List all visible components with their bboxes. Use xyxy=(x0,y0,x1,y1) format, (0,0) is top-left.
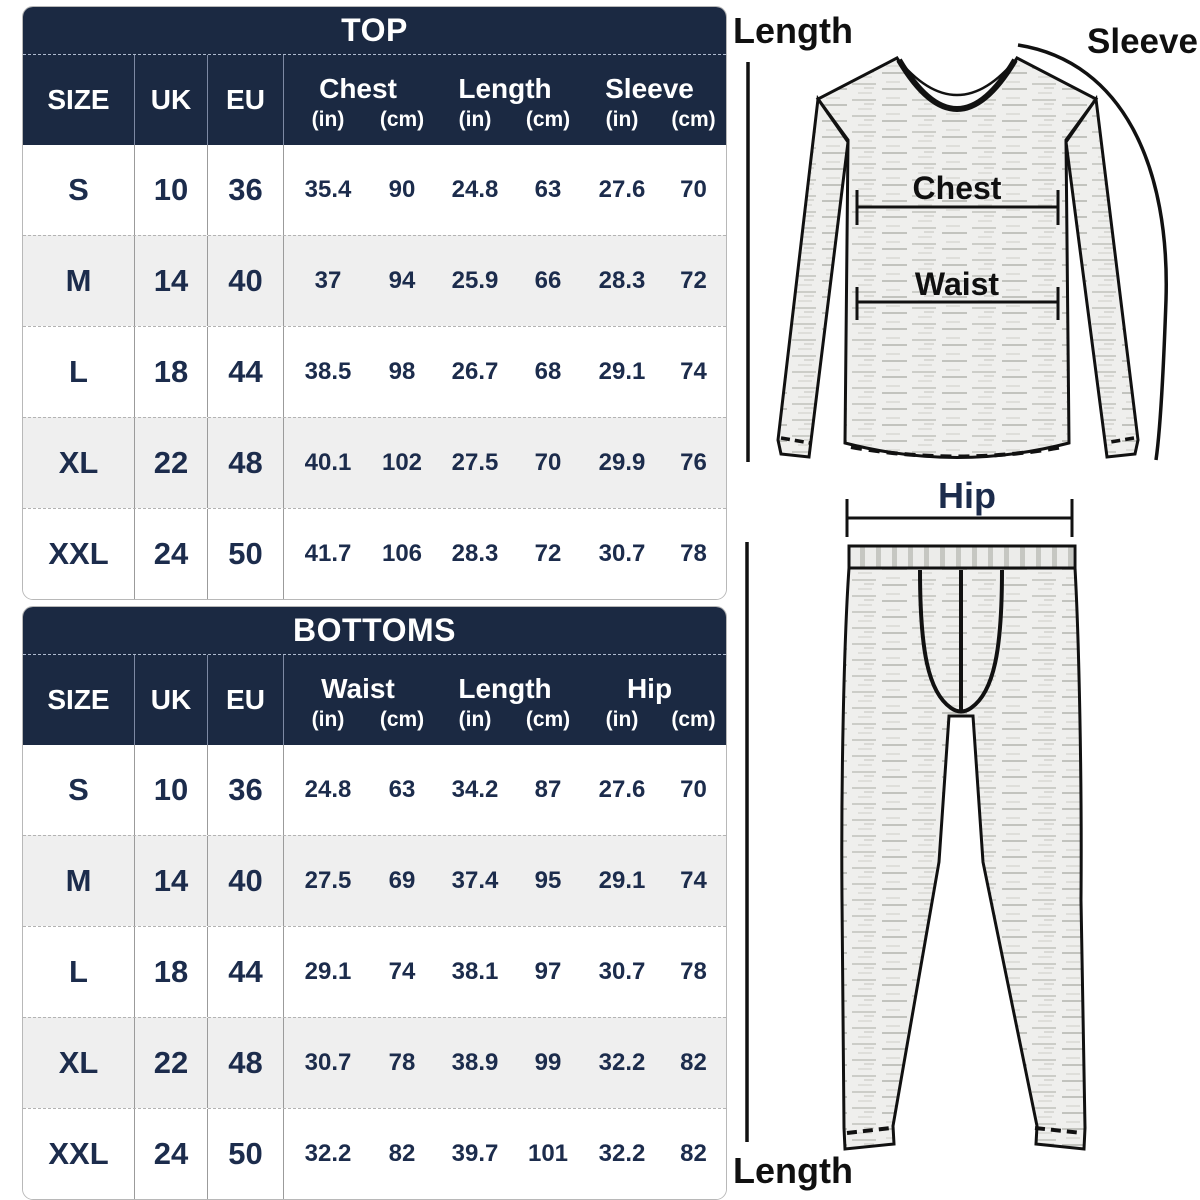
value-cell: 72 xyxy=(680,267,707,294)
size-cell: M xyxy=(23,236,135,326)
size-cell: XL xyxy=(23,1018,135,1108)
top-table-body xyxy=(23,145,726,599)
size-cell: XXL xyxy=(23,1109,135,1199)
value-cell: 76 xyxy=(680,449,707,476)
measurement-diagram xyxy=(730,0,1200,1200)
unit-in-label: (in) xyxy=(605,708,639,731)
table-row xyxy=(23,1017,726,1108)
eu-cell: 48 xyxy=(208,1018,284,1108)
unit-cm-label: (cm) xyxy=(379,708,425,731)
table-row xyxy=(23,926,726,1017)
value-cell: 82 xyxy=(680,1140,707,1167)
length-group-header: Length xyxy=(458,673,552,704)
value-cell: 68 xyxy=(534,358,562,385)
size-cell: S xyxy=(23,745,135,835)
size-cell: XL xyxy=(23,418,135,508)
value-cell: 35.4 xyxy=(304,176,352,203)
value-cell: 63 xyxy=(534,176,562,203)
value-cell: 101 xyxy=(527,1140,569,1167)
value-cell: 72 xyxy=(534,540,562,567)
value-cell: 66 xyxy=(534,267,562,294)
value-cell: 32.2 xyxy=(598,1049,646,1076)
value-cell: 74 xyxy=(680,358,707,385)
value-cell: 30.7 xyxy=(598,540,646,567)
size-cell: S xyxy=(23,145,135,235)
top-table-header xyxy=(23,55,726,145)
eu-cell: 50 xyxy=(208,509,284,599)
uk-cell: 22 xyxy=(135,418,208,508)
value-cell: 82 xyxy=(680,1049,707,1076)
top-table-title: TOP xyxy=(23,7,726,55)
value-cell: 38.9 xyxy=(451,1049,499,1076)
value-cell: 82 xyxy=(388,1140,416,1167)
unit-in-label: (in) xyxy=(458,108,492,131)
pants-waistband xyxy=(849,546,1075,568)
table-row xyxy=(23,235,726,326)
value-cell: 95 xyxy=(534,867,562,894)
value-cell: 24.8 xyxy=(451,176,499,203)
value-cell: 30.7 xyxy=(598,958,646,985)
value-cell: 78 xyxy=(680,958,707,985)
pants-hip-label: Hip xyxy=(938,475,996,516)
table-row xyxy=(23,508,726,599)
value-cell: 34.2 xyxy=(451,776,499,803)
value-cell: 78 xyxy=(680,540,707,567)
uk-cell: 14 xyxy=(135,836,208,926)
value-cell: 29.9 xyxy=(598,449,646,476)
table-row xyxy=(23,745,726,835)
value-cell: 90 xyxy=(388,176,416,203)
value-cell: 28.3 xyxy=(598,267,646,294)
shirt-length-label: Length xyxy=(733,10,853,51)
value-cell: 24.8 xyxy=(304,776,352,803)
table-row xyxy=(23,145,726,235)
shirt-chest-label: Chest xyxy=(912,170,1002,206)
bottoms-size-table xyxy=(22,606,727,1200)
value-cell: 63 xyxy=(388,776,416,803)
eu-column-header: EU xyxy=(208,655,284,745)
table-row xyxy=(23,326,726,417)
shirt-graphic xyxy=(748,45,1166,462)
unit-cm-label: (cm) xyxy=(525,108,571,131)
uk-cell: 10 xyxy=(135,145,208,235)
pants-body xyxy=(842,568,1085,1149)
value-cell: 27.5 xyxy=(451,449,499,476)
value-cell: 97 xyxy=(534,958,562,985)
value-cell: 38.5 xyxy=(304,358,352,385)
unit-cm-label: (cm) xyxy=(379,108,425,131)
uk-cell: 18 xyxy=(135,327,208,417)
uk-column-header: UK xyxy=(135,55,208,145)
table-row xyxy=(23,835,726,926)
uk-cell: 10 xyxy=(135,745,208,835)
value-cell: 29.1 xyxy=(304,958,352,985)
pants-length-label: Length xyxy=(733,1150,853,1191)
size-cell: L xyxy=(23,327,135,417)
eu-cell: 40 xyxy=(208,836,284,926)
value-cell: 70 xyxy=(534,449,562,476)
value-cell: 26.7 xyxy=(451,358,499,385)
value-cell: 27.6 xyxy=(598,176,646,203)
unit-in-label: (in) xyxy=(311,108,345,131)
value-cell: 40.1 xyxy=(304,449,352,476)
value-cell: 27.6 xyxy=(598,776,646,803)
value-cell: 106 xyxy=(381,540,423,567)
shirt-right-sleeve xyxy=(1066,99,1138,457)
uk-cell: 22 xyxy=(135,1018,208,1108)
value-cell: 29.1 xyxy=(598,358,646,385)
uk-cell: 24 xyxy=(135,509,208,599)
eu-cell: 44 xyxy=(208,327,284,417)
bottoms-table-title: BOTTOMS xyxy=(23,607,726,655)
value-cell: 87 xyxy=(534,776,562,803)
value-cell: 74 xyxy=(388,958,416,985)
value-cell: 37.4 xyxy=(451,867,499,894)
bottoms-table-header xyxy=(23,655,726,745)
size-cell: L xyxy=(23,927,135,1017)
unit-cm-label: (cm) xyxy=(671,708,716,731)
waist-group-header: Waist xyxy=(321,673,395,704)
shirt-sleeve-label: Sleeve xyxy=(1087,22,1198,61)
uk-cell: 24 xyxy=(135,1109,208,1199)
value-cell: 74 xyxy=(680,867,707,894)
chest-group-header: Chest xyxy=(319,73,397,104)
value-cell: 27.5 xyxy=(304,867,352,894)
value-cell: 30.7 xyxy=(304,1049,352,1076)
value-cell: 78 xyxy=(388,1049,416,1076)
size-column-header: SIZE xyxy=(23,655,135,745)
value-cell: 39.7 xyxy=(451,1140,499,1167)
value-cell: 38.1 xyxy=(451,958,499,985)
sleeve-group-header: Sleeve xyxy=(605,73,694,104)
value-cell: 41.7 xyxy=(304,540,352,567)
shirt-body xyxy=(818,58,1096,458)
hip-group-header: Hip xyxy=(626,673,673,704)
value-cell: 99 xyxy=(534,1049,562,1076)
value-cell: 32.2 xyxy=(304,1140,352,1167)
table-row xyxy=(23,417,726,508)
uk-column-header: UK xyxy=(135,655,208,745)
eu-cell: 40 xyxy=(208,236,284,326)
value-cell: 70 xyxy=(680,176,707,203)
eu-column-header: EU xyxy=(208,55,284,145)
value-cell: 25.9 xyxy=(451,267,499,294)
top-size-table xyxy=(22,6,727,600)
unit-in-label: (in) xyxy=(458,708,492,731)
value-cell: 69 xyxy=(388,867,416,894)
uk-cell: 18 xyxy=(135,927,208,1017)
size-cell: XXL xyxy=(23,509,135,599)
value-cell: 102 xyxy=(381,449,423,476)
shirt-left-sleeve xyxy=(778,99,848,457)
value-cell: 98 xyxy=(388,358,416,385)
value-cell: 94 xyxy=(388,267,416,294)
size-column-header: SIZE xyxy=(23,55,135,145)
table-row xyxy=(23,1108,726,1199)
value-cell: 37 xyxy=(314,267,342,294)
eu-cell: 36 xyxy=(208,145,284,235)
value-cell: 32.2 xyxy=(598,1140,646,1167)
value-cell: 28.3 xyxy=(451,540,499,567)
unit-in-label: (in) xyxy=(605,108,639,131)
size-cell: M xyxy=(23,836,135,926)
eu-cell: 36 xyxy=(208,745,284,835)
eu-cell: 48 xyxy=(208,418,284,508)
uk-cell: 14 xyxy=(135,236,208,326)
unit-cm-label: (cm) xyxy=(525,708,571,731)
unit-cm-label: (cm) xyxy=(671,108,716,131)
unit-in-label: (in) xyxy=(311,708,345,731)
value-cell: 29.1 xyxy=(598,867,646,894)
length-group-header: Length xyxy=(458,73,552,104)
eu-cell: 44 xyxy=(208,927,284,1017)
bottoms-table-body xyxy=(23,745,726,1199)
value-cell: 70 xyxy=(680,776,707,803)
pants-graphic xyxy=(747,499,1085,1149)
eu-cell: 50 xyxy=(208,1109,284,1199)
shirt-waist-label: Waist xyxy=(914,266,1000,302)
